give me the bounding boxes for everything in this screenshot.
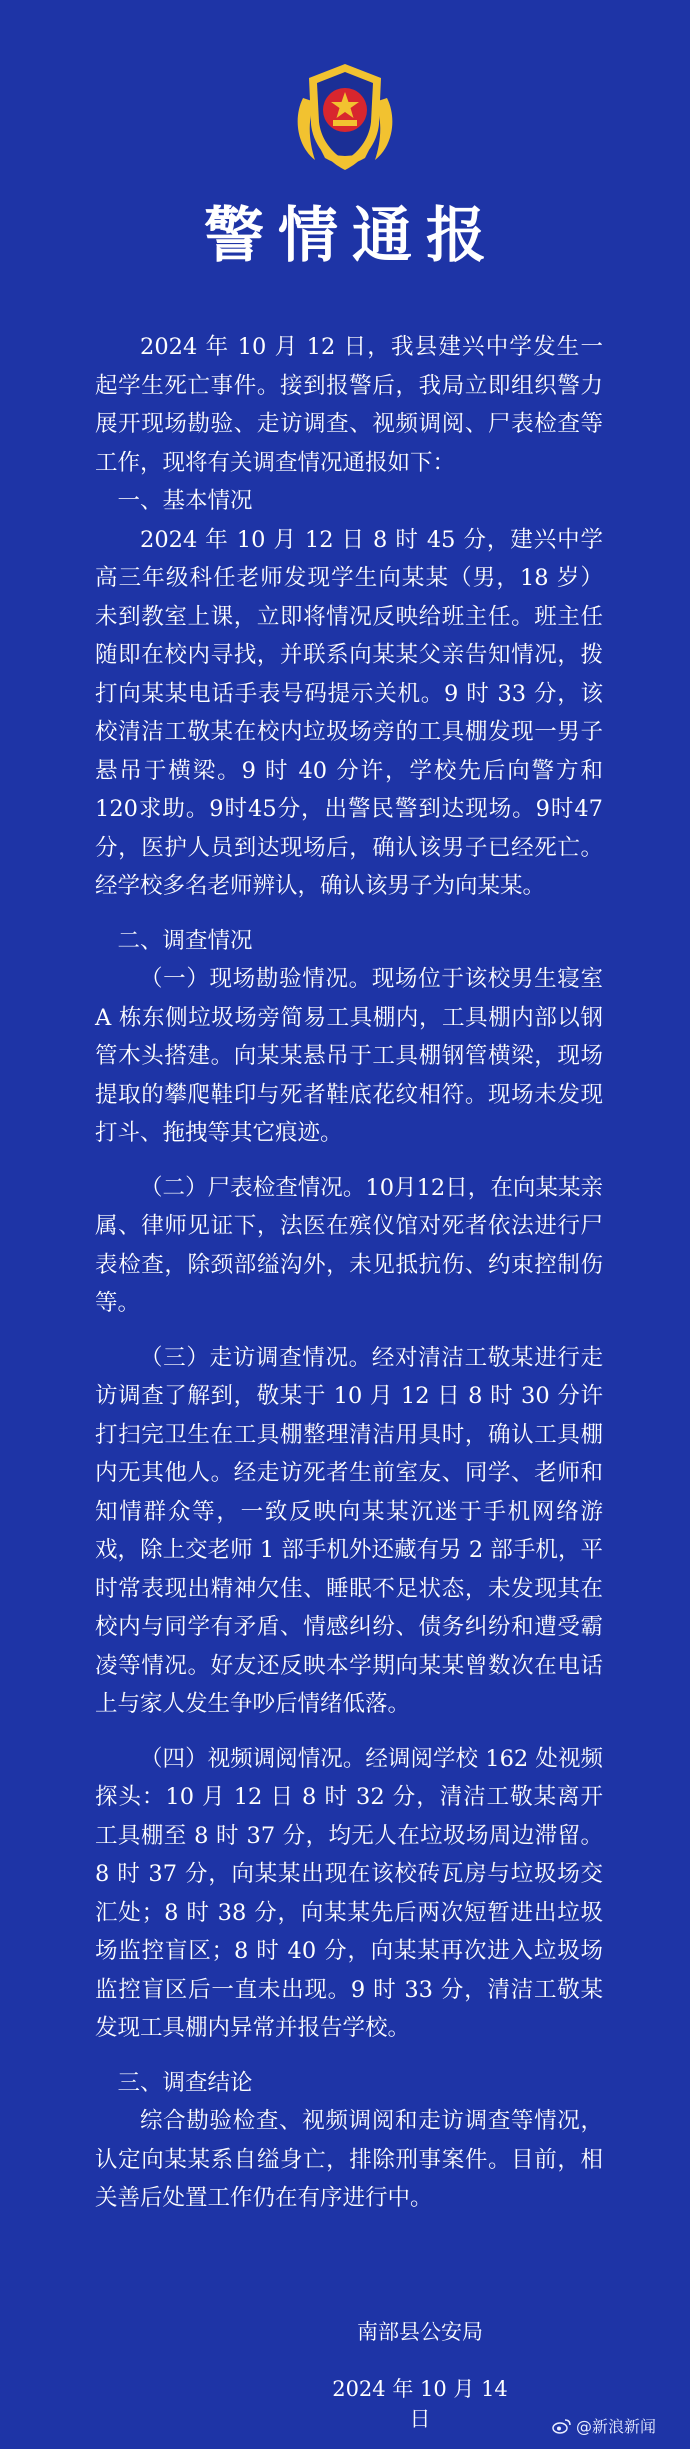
body-exam-paragraph: （二）尸表检查情况。10月12日，在向某某亲属、律师见证下，法医在殡仪馆对死者依法进行尸表检查，除颈部缢沟外，未见抵抗伤、约束控制伤等。 xyxy=(95,1174,603,1316)
section-heading-conclusion: 三、调查结论 xyxy=(117,2069,253,2096)
police-emblem-icon xyxy=(293,58,397,176)
section-heading-basic: 一、基本情况 xyxy=(117,488,253,514)
conclusion-paragraph: 综合勘验检查、视频调阅和走访调查等情况，认定向某某系自缢身亡，排除刑事案件。目前，相关善后处置工作仍在有序进行中。 xyxy=(95,2108,603,2211)
basic-paragraph: 2024 年 10 月 12 日 8 时 45 分，建兴中学高三年级科任老师发现学生向某某（男，18 岁）未到教室上课，立即将情况反映给班主任。班主任随即在校内寻找，并联系向某某父亲告知情况，拨打向某某电话手表号码提示关机。9 时 33 分，该校清洁工敬某在校内垃圾场旁的工具棚发现一男子悬吊于横梁。9 时 40 分许，学校先后向警方和120求助。9时45分，出警民警到达现场。9时47分，医护人员到达现场后，确认该男子已经死亡。经学校多名老师辨认，确认该男子为向某某。 xyxy=(95,526,603,899)
signature-org: 南部县公安局 xyxy=(357,2320,483,2344)
section-heading-investigation: 二、调查情况 xyxy=(117,927,253,954)
watermark-text: @新浪新闻 xyxy=(576,2417,657,2436)
watermark xyxy=(552,2414,656,2437)
report-body xyxy=(95,328,603,2218)
intro-paragraph: 2024 年 10 月 12 日，我县建兴中学发生一起学生死亡事件。接到报警后，我局立即组织警力展开现场勘验、走访调查、视频调阅、尸表检查等工作，现将有关调查情况通报如下： xyxy=(95,334,603,476)
signature-date: 2024 年 10 月 14 日 xyxy=(332,2377,508,2431)
scene-paragraph: （一）现场勘验情况。现场位于该校男生寝室A 栋东侧垃圾场旁简易工具棚内，工具棚内部以钢管木头搭建。向某某悬吊于工具棚钢管横梁，现场提取的攀爬鞋印与死者鞋底花纹相符。现场未发现打斗、拖拽等其它痕迹。 xyxy=(95,966,603,1146)
page-title: 警情通报 xyxy=(204,201,500,271)
weibo-icon xyxy=(552,2418,572,2434)
visits-paragraph: （三）走访调查情况。经对清洁工敬某进行走访调查了解到，敬某于 10 月 12 日 8 时 30 分许打扫完卫生在工具棚整理清洁用具时，确认工具棚内无其他人。经走访死者生前室友、同学、老师和知情群众等，一致反映向某某沉迷于手机网络游戏，除上交老师 1 部手机外还藏有另 2 部手机，平时常表现出精神欠佳、睡眠不足状态，未发现其在校内与同学有矛盾、情感纠纷、债务纠纷和遭受霸凌等情况。好友还反映本学期向某某曾数次在电话上与家人发生争吵后情绪低落。 xyxy=(95,1344,603,1717)
video-paragraph: （四）视频调阅情况。经调阅学校 162 处视频探头：10 月 12 日 8 时 32 分，清洁工敬某离开工具棚至 8 时 37 分，均无人在垃圾场周边滞留。8 时 37 分，向某某出现在该校砖瓦房与垃圾场交汇处；8 时 38 分，向某某先后两次短暂进出垃圾场监控盲区；8 时 40 分，向某某再次进入垃圾场监控盲区后一直未出现。9 时 33 分，清洁工敬某发现工具棚内异常并报告学校。 xyxy=(95,1745,603,2041)
